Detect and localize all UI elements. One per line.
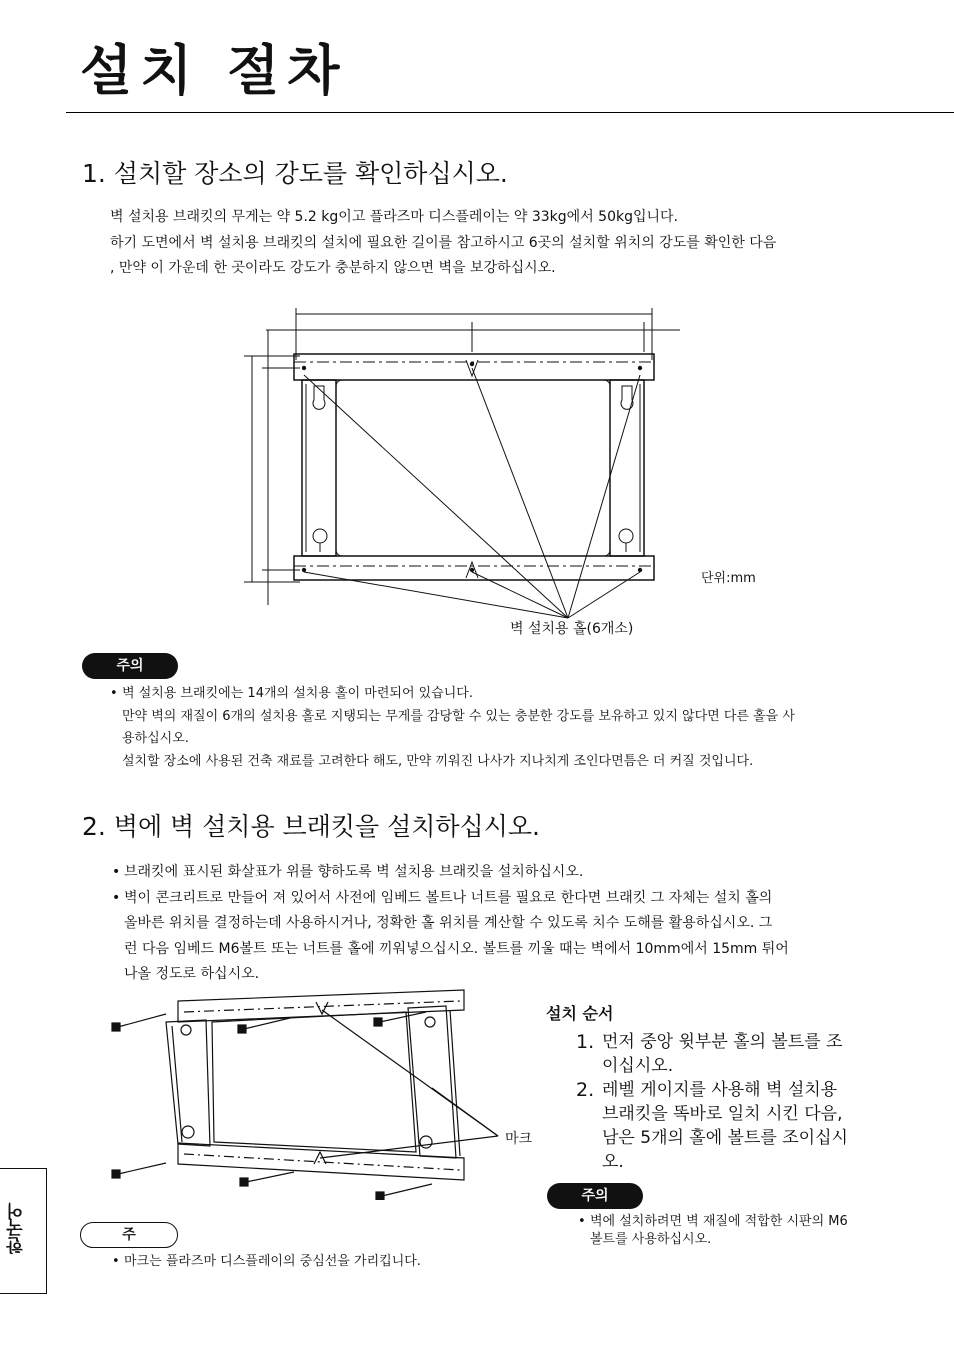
caution-line: 설치할 장소에 사용된 건축 재료를 고려한다 해도, 만약 끼워진 나사가 지나치게 조인다면틈은 더 커질 것입니다.	[122, 754, 754, 770]
bolt-icon	[240, 1172, 294, 1186]
mark-label: 마크	[505, 1131, 533, 1147]
mounting-hole	[638, 568, 642, 572]
section1-line: 하기 도면에서 벽 설치용 브래킷의 설치에 필요한 길이를 참고하시고 6곳의 설치할 위치의 강도를 확인한 다음	[110, 234, 777, 251]
caution-bullet: • 벽 설치용 브래킷에는 14개의 설치용 홀이 마련되어 있습니다.	[110, 683, 900, 706]
inner-frame	[336, 380, 610, 556]
language-tab-label: 한국어	[7, 1203, 27, 1254]
unit-label: 단위:mm	[701, 571, 756, 586]
step-line: 먼저 중앙 윗부분 홀의 볼트를 조	[602, 1032, 843, 1052]
step-line: 남은 5개의 홀에 볼트를 조이십시	[602, 1128, 848, 1148]
section1-body	[110, 205, 910, 282]
caution-line: 만약 벽의 재질이 6개의 설치용 홀로 지탱되는 무게를 감당할 수 있는 충분한 강도를 보유하고 있지 않다면 다른 홀을 사	[122, 708, 795, 724]
holes-label: 벽 설치용 홀(6개소)	[510, 621, 634, 637]
section1-line: , 만약 이 가운데 한 곳이라도 강도가 충분하지 않으면 벽을 보강하십시오.	[110, 260, 556, 276]
section2-line: 나올 정도로 하십시오.	[124, 966, 260, 982]
note-text: • 마크는 플라즈마 디스플레이의 중심선을 가리킵니다.	[112, 1253, 954, 1271]
title-divider	[66, 112, 954, 113]
section2-line: 올바른 위치를 결정하는데 사용하시거나, 정확한 홀 위치를 계산할 수 있도록 치수 도해를 활용하십시오. 그	[124, 915, 773, 931]
keyhole-slot	[619, 529, 633, 543]
section2-heading: 2. 벽에 벽 설치용 브래킷을 설치하십시오.	[82, 812, 540, 841]
caution-line: 볼트를 사용하십시오.	[590, 1232, 712, 1247]
language-tab	[0, 1168, 47, 1294]
page-title: 설치 절차	[80, 39, 348, 102]
caution-body	[578, 1213, 908, 1249]
bottom-rail	[178, 1143, 464, 1180]
bolt-icon	[112, 1014, 166, 1031]
step-line: 이십시오.	[602, 1056, 674, 1076]
bracket-dimension-diagram	[230, 298, 770, 643]
step-item	[546, 1078, 891, 1174]
step-line: 브래킷을 똑바로 일치 시킨 다음,	[602, 1104, 843, 1124]
mounting-hole	[470, 568, 474, 572]
keyhole-slot	[313, 386, 325, 409]
section2-bullet: • 브래킷에 표시된 화살표가 위를 향하도록 벽 설치용 브래킷을 설치하십시오.	[112, 860, 902, 886]
steps-title: 설치 순서	[546, 1004, 614, 1023]
step-item	[546, 1030, 891, 1078]
right-arm	[610, 380, 644, 556]
note-badge: 주	[80, 1222, 178, 1248]
bolt-icon	[374, 1012, 426, 1026]
caution-badge: 주의	[547, 1183, 643, 1209]
step-line: 오.	[602, 1152, 624, 1172]
keyhole-slot	[313, 529, 327, 543]
mounting-hole	[302, 366, 306, 370]
mounting-hole	[638, 366, 642, 370]
installation-steps	[546, 1002, 891, 1174]
section2-line: 런 다음 임베드 M6볼트 또는 너트를 홀에 끼워넣으십시오. 볼트를 끼울 때는 벽에서 10mm에서 15mm 튀어	[124, 940, 789, 957]
top-rail	[294, 354, 654, 380]
caution-body	[110, 683, 900, 774]
step-number: 1.	[576, 1031, 595, 1053]
caution-badge: 주의	[82, 653, 178, 679]
bolt-icon	[376, 1184, 432, 1200]
left-arm	[302, 380, 336, 556]
section1-line: 벽 설치용 브래킷의 무게는 약 5.2 kg이고 플라즈마 디스플레이는 약 33kg에서 50kg입니다.	[110, 209, 678, 225]
caution-line: 용하십시오.	[122, 731, 189, 747]
step-number: 2.	[576, 1079, 595, 1101]
section2-body	[112, 860, 902, 988]
section2-bullet: • 벽이 콘크리트로 만들어 져 있어서 사전에 임베드 볼트나 너트를 필요로 한다면 브래킷 그 자체는 설치 홀의	[112, 886, 902, 912]
section1-heading: 1. 설치할 장소의 강도를 확인하십시오.	[82, 159, 508, 188]
step-line: 레벨 게이지를 사용해 벽 설치용	[602, 1080, 838, 1100]
caution-line: • 벽에 설치하려면 벽 재질에 적합한 시판의 M6	[578, 1213, 908, 1231]
bolt-icon	[112, 1163, 166, 1178]
bracket-installation-figure	[108, 985, 548, 1200]
top-rail	[178, 990, 464, 1022]
mounting-hole	[470, 362, 474, 366]
mounting-hole	[302, 568, 306, 572]
